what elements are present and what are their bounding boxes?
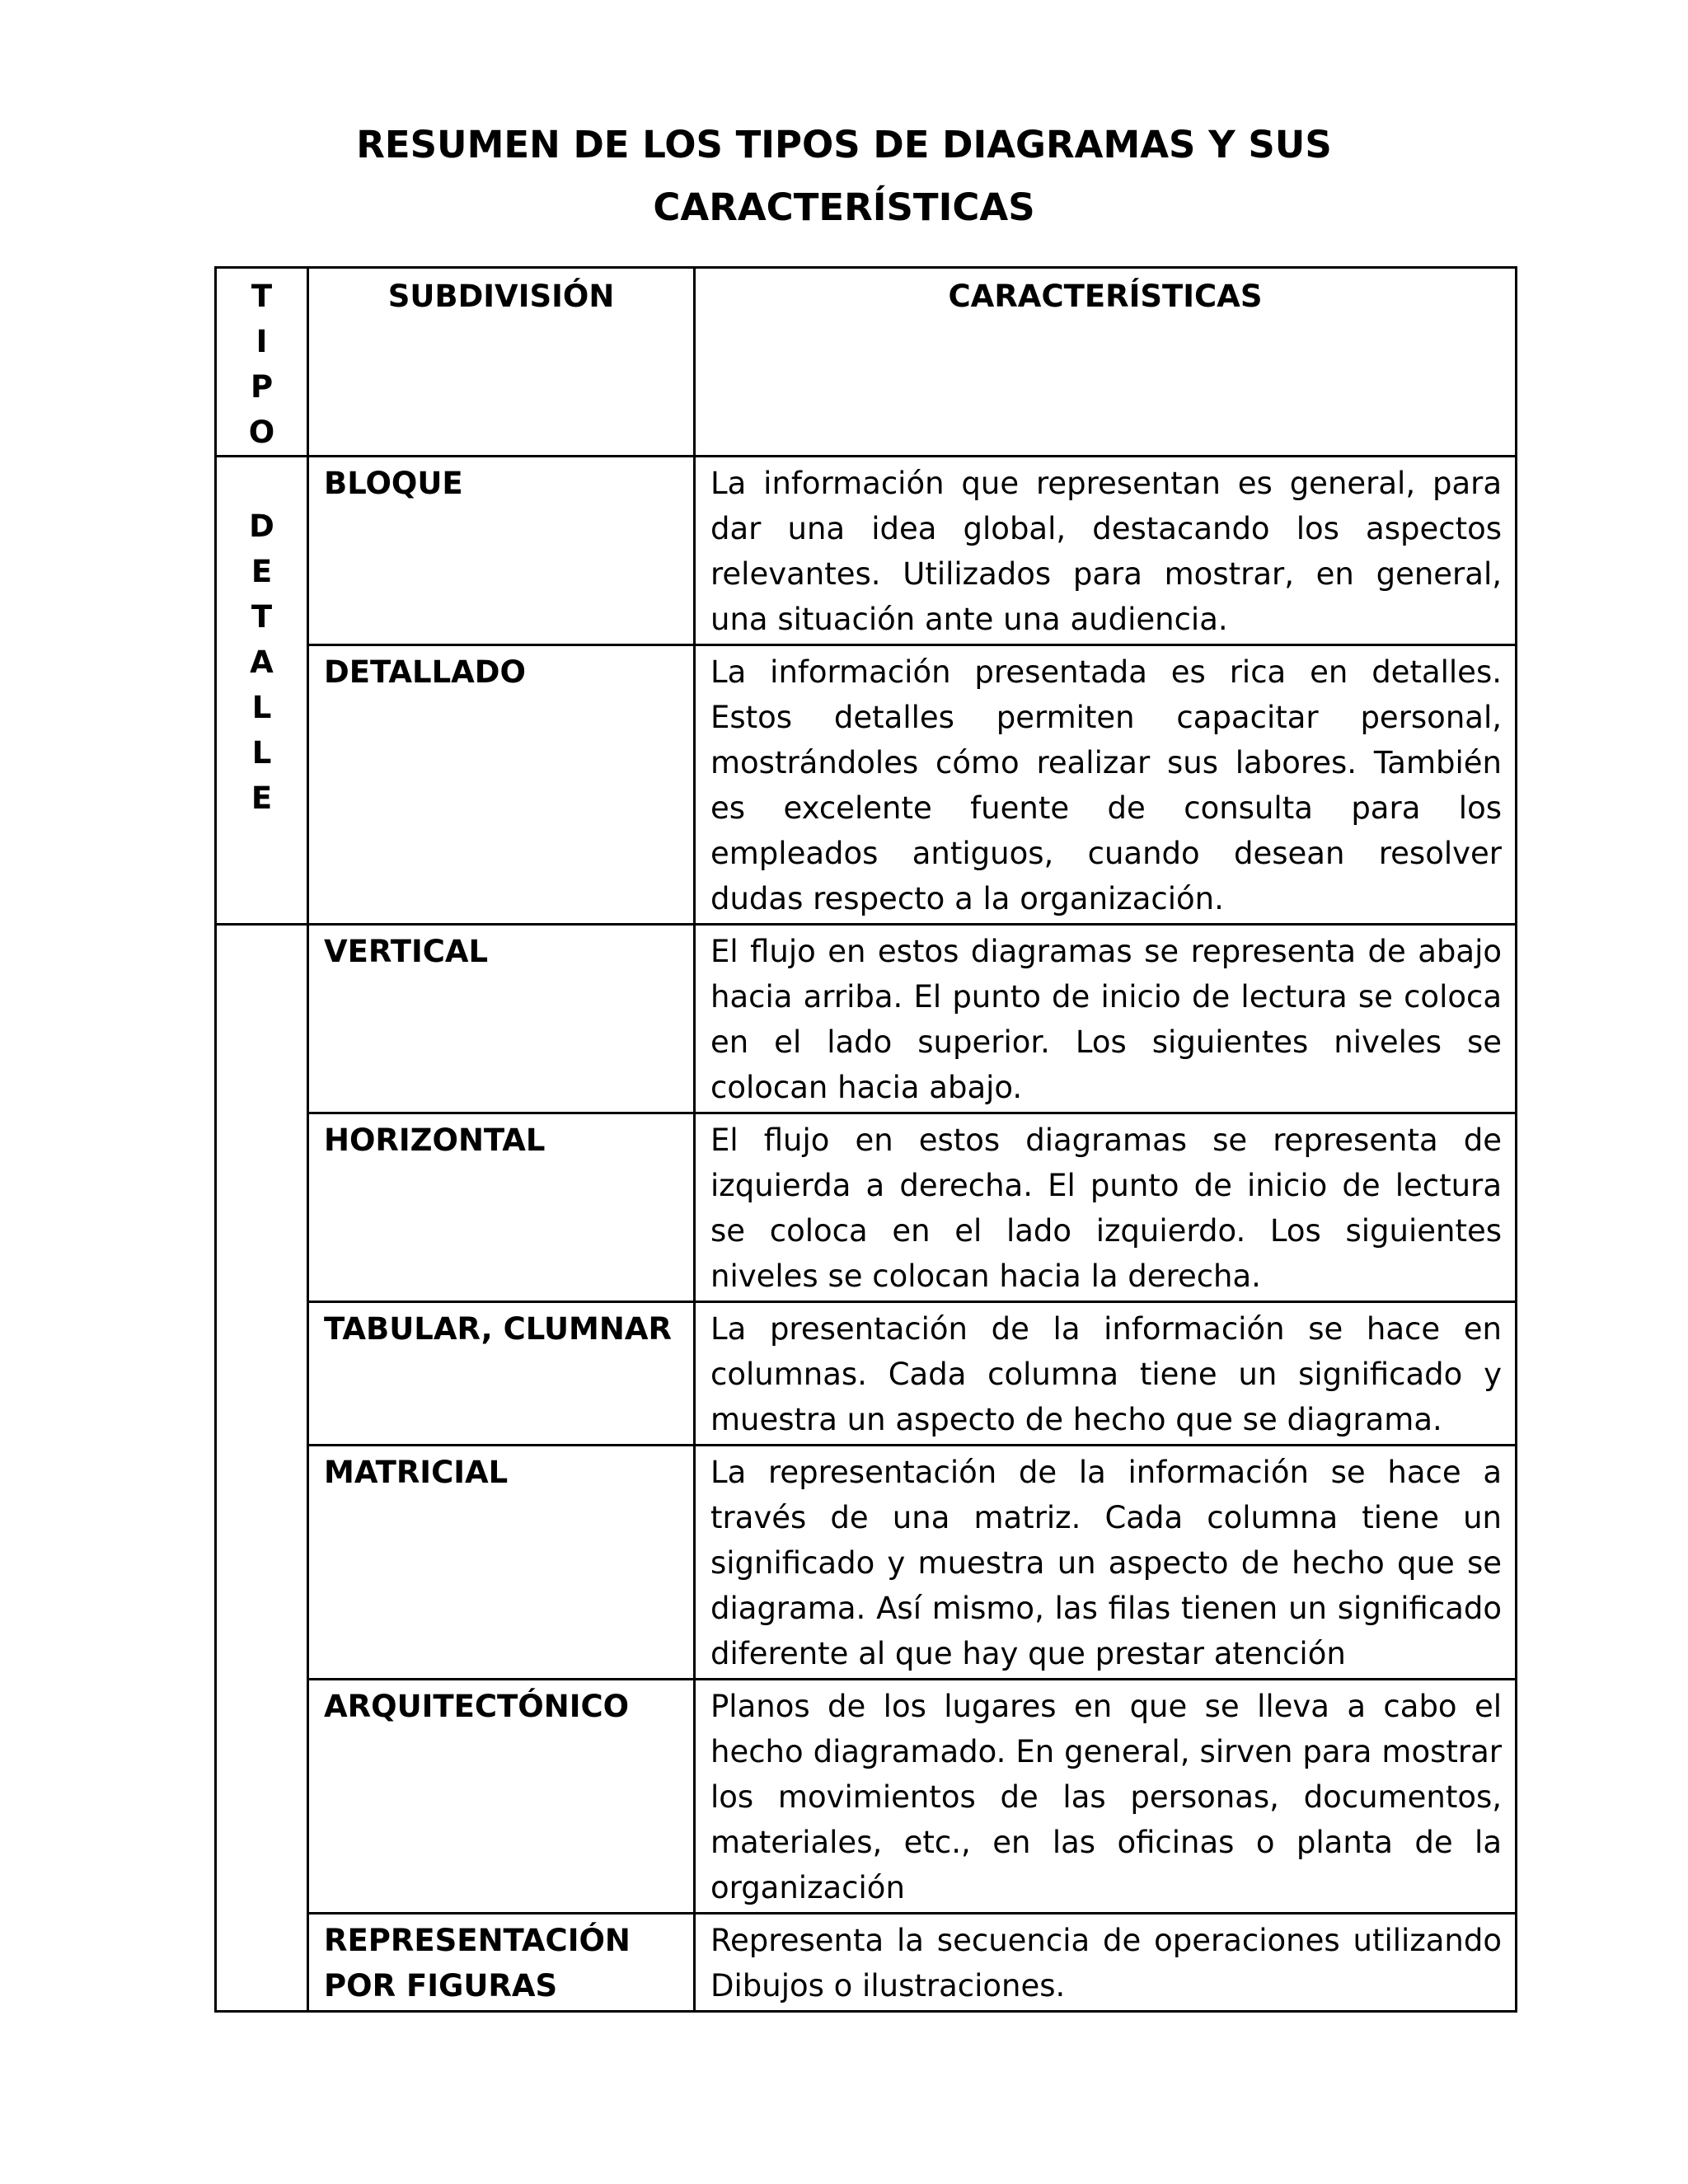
header-row	[216, 268, 1517, 457]
tipo-letter: L	[251, 735, 272, 771]
caracteristicas-cell: El flujo en estos diagramas se representa de abajo hacia arriba. El punto de inicio de lectura se coloca en el lado superior. Los siguientes niveles se colocan hacia abajo.	[695, 925, 1517, 1113]
table-row	[216, 1680, 1517, 1914]
caracteristicas-cell: Representa la secuencia de operaciones utilizando Dibujos o ilustraciones.	[695, 1914, 1517, 2012]
caracteristicas-cell: El flujo en estos diagramas se representa de izquierda a derecha. El punto de inicio de lectura se coloca en el lado izquierdo. Los siguientes niveles se colocan hacia la derecha.	[695, 1113, 1517, 1302]
header-caracteristicas: CARACTERÍSTICAS	[695, 268, 1517, 457]
header-tipo-letter: P	[250, 369, 274, 405]
subdivision-cell: HORIZONTAL	[308, 1113, 695, 1302]
caracteristicas-cell: La información que representan es general, para dar una idea global, destacando los aspectos relevantes. Utilizados para mostrar, en general, una situación ante una audiencia.	[695, 457, 1517, 645]
table-row	[216, 1302, 1517, 1446]
tipo-detalle-cell	[216, 457, 308, 925]
subdivision-cell: TABULAR, CLUMNAR	[308, 1302, 695, 1446]
table-row	[216, 1113, 1517, 1302]
header-tipo-letter: I	[256, 324, 268, 359]
tipo-letter: D	[249, 509, 274, 544]
tipo-letter: A	[250, 644, 274, 680]
page-title	[0, 114, 1688, 239]
table-row	[216, 457, 1517, 645]
table-row	[216, 1446, 1517, 1680]
tipo-empty-cell	[216, 925, 308, 2012]
caracteristicas-cell: Planos de los lugares en que se lleva a cabo el hecho diagramado. En general, sirven para mostrar los movimientos de las personas, documentos, materiales, etc., en las oficinas o planta de la organización	[695, 1680, 1517, 1914]
caracteristicas-cell: La presentación de la información se hace en columnas. Cada columna tiene un significado y muestra un aspecto de hecho que se diagrama.	[695, 1302, 1517, 1446]
title-line-1: RESUMEN DE LOS TIPOS DE DIAGRAMAS Y SUS	[356, 123, 1332, 166]
header-subdivision: SUBDIVISIÓN	[308, 268, 695, 457]
header-tipo-letter: O	[248, 415, 275, 450]
table-row	[216, 645, 1517, 925]
caracteristicas-cell: La información presentada es rica en detalles. Estos detalles permiten capacitar personal, mostrándoles cómo realizar sus labores. También es excelente fuente de consulta para los empleados antiguos, cuando desean resolver dudas respecto a la organización.	[695, 645, 1517, 925]
subdivision-cell: BLOQUE	[308, 457, 695, 645]
subdivision-cell: MATRICIAL	[308, 1446, 695, 1680]
subdivision-cell: ARQUITECTÓNICO	[308, 1680, 695, 1914]
subdivision-cell: VERTICAL	[308, 925, 695, 1113]
tipo-letter: E	[251, 554, 273, 589]
title-line-2: CARACTERÍSTICAS	[653, 185, 1035, 229]
subdivision-cell: DETALLADO	[308, 645, 695, 925]
header-tipo-letter: T	[251, 279, 273, 314]
tipo-letter: L	[251, 690, 272, 725]
diagram-types-table	[214, 266, 1517, 2013]
caracteristicas-cell: La representación de la información se hace a través de una matriz. Cada columna tiene un significado y muestra un aspecto de hecho que se diagrama. Así mismo, las filas tienen un significado diferente al que hay que prestar atención	[695, 1446, 1517, 1680]
table-row	[216, 925, 1517, 1113]
header-tipo	[216, 268, 308, 457]
tipo-letter: E	[251, 780, 273, 816]
table-row	[216, 1914, 1517, 2012]
subdivision-cell: REPRESENTACIÓN POR FIGURAS	[308, 1914, 695, 2012]
tipo-letter: T	[251, 599, 273, 635]
